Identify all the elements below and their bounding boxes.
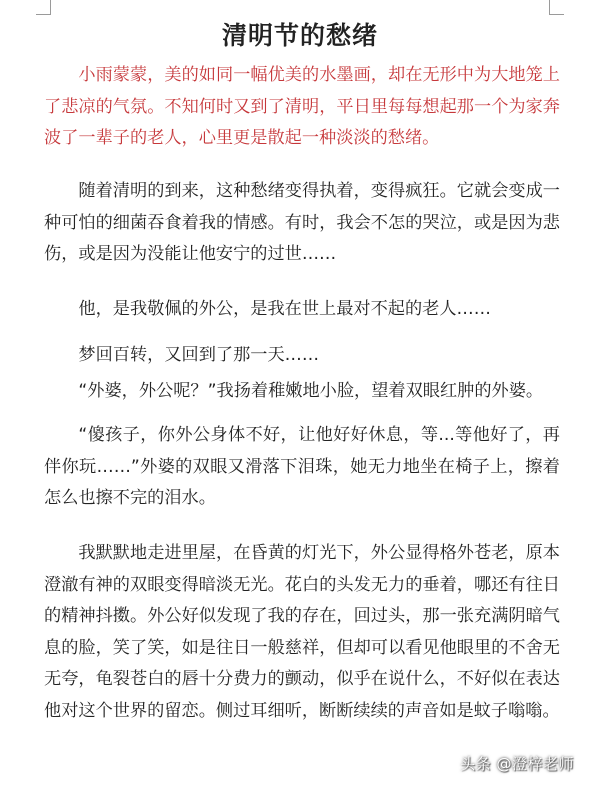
paragraph: 随着清明的到来，这种愁绪变得执着，变得疯狂。它就会变成一种可怕的细菌吞食着我的情感。有时，我会不怎的哭泣，或是因为悲伤，或是因为没能让他安宁的过世…… xyxy=(44,181,560,264)
page-corner-mark-left xyxy=(36,0,51,15)
page-corner-mark-right xyxy=(549,0,564,15)
watermark: 头条 @澄梓老师 xyxy=(460,755,574,773)
paragraph: “傻孩子，你外公身体不好，让他好好休息，等...等他好了，再伴你玩……”外婆的双眼又滑落下泪珠，她无力地坐在椅子上，擦着怎么也擦不完的泪水。 xyxy=(44,425,560,508)
paragraph: 梦回百转，又回到了那一天…… xyxy=(78,345,320,365)
paragraph: 我默默地走进里屋，在昏黄的灯光下，外公显得格外苍老，原本澄澈有神的双眼变得暗淡无光。花白的头发无力的垂着，哪还有往日的精神抖擞。外公好似发现了我的存在，回过头，那一张充满阴暗气息的脸，笑了笑，如是往日一般慈祥，但却可以看见他眼里的不舍无无夸，龟裂苍白的唇十分费力的颤动，似乎在说什么，不好似在表达他对这个世界的留恋。侧过耳细听，断断续续的声音如是蚊子嗡嗡。 xyxy=(44,543,560,721)
paragraph: “外婆，外公呢？”我扬着稚嫩地小脸，望着双眼红肿的外婆。 xyxy=(78,381,544,401)
paragraph-intro: 小雨蒙蒙，美的如同一幅优美的水墨画，却在无形中为大地笼上了悲凉的气氛。不知何时又到了清明，平日里每每想起那一个为家奔波了一辈子的老人，心里更是散起一种淡淡的愁绪。 xyxy=(44,65,560,148)
document-title: 清明节的愁绪 xyxy=(221,21,378,50)
paragraph: 他，是我敬佩的外公，是我在世上最对不起的老人…… xyxy=(78,299,491,319)
